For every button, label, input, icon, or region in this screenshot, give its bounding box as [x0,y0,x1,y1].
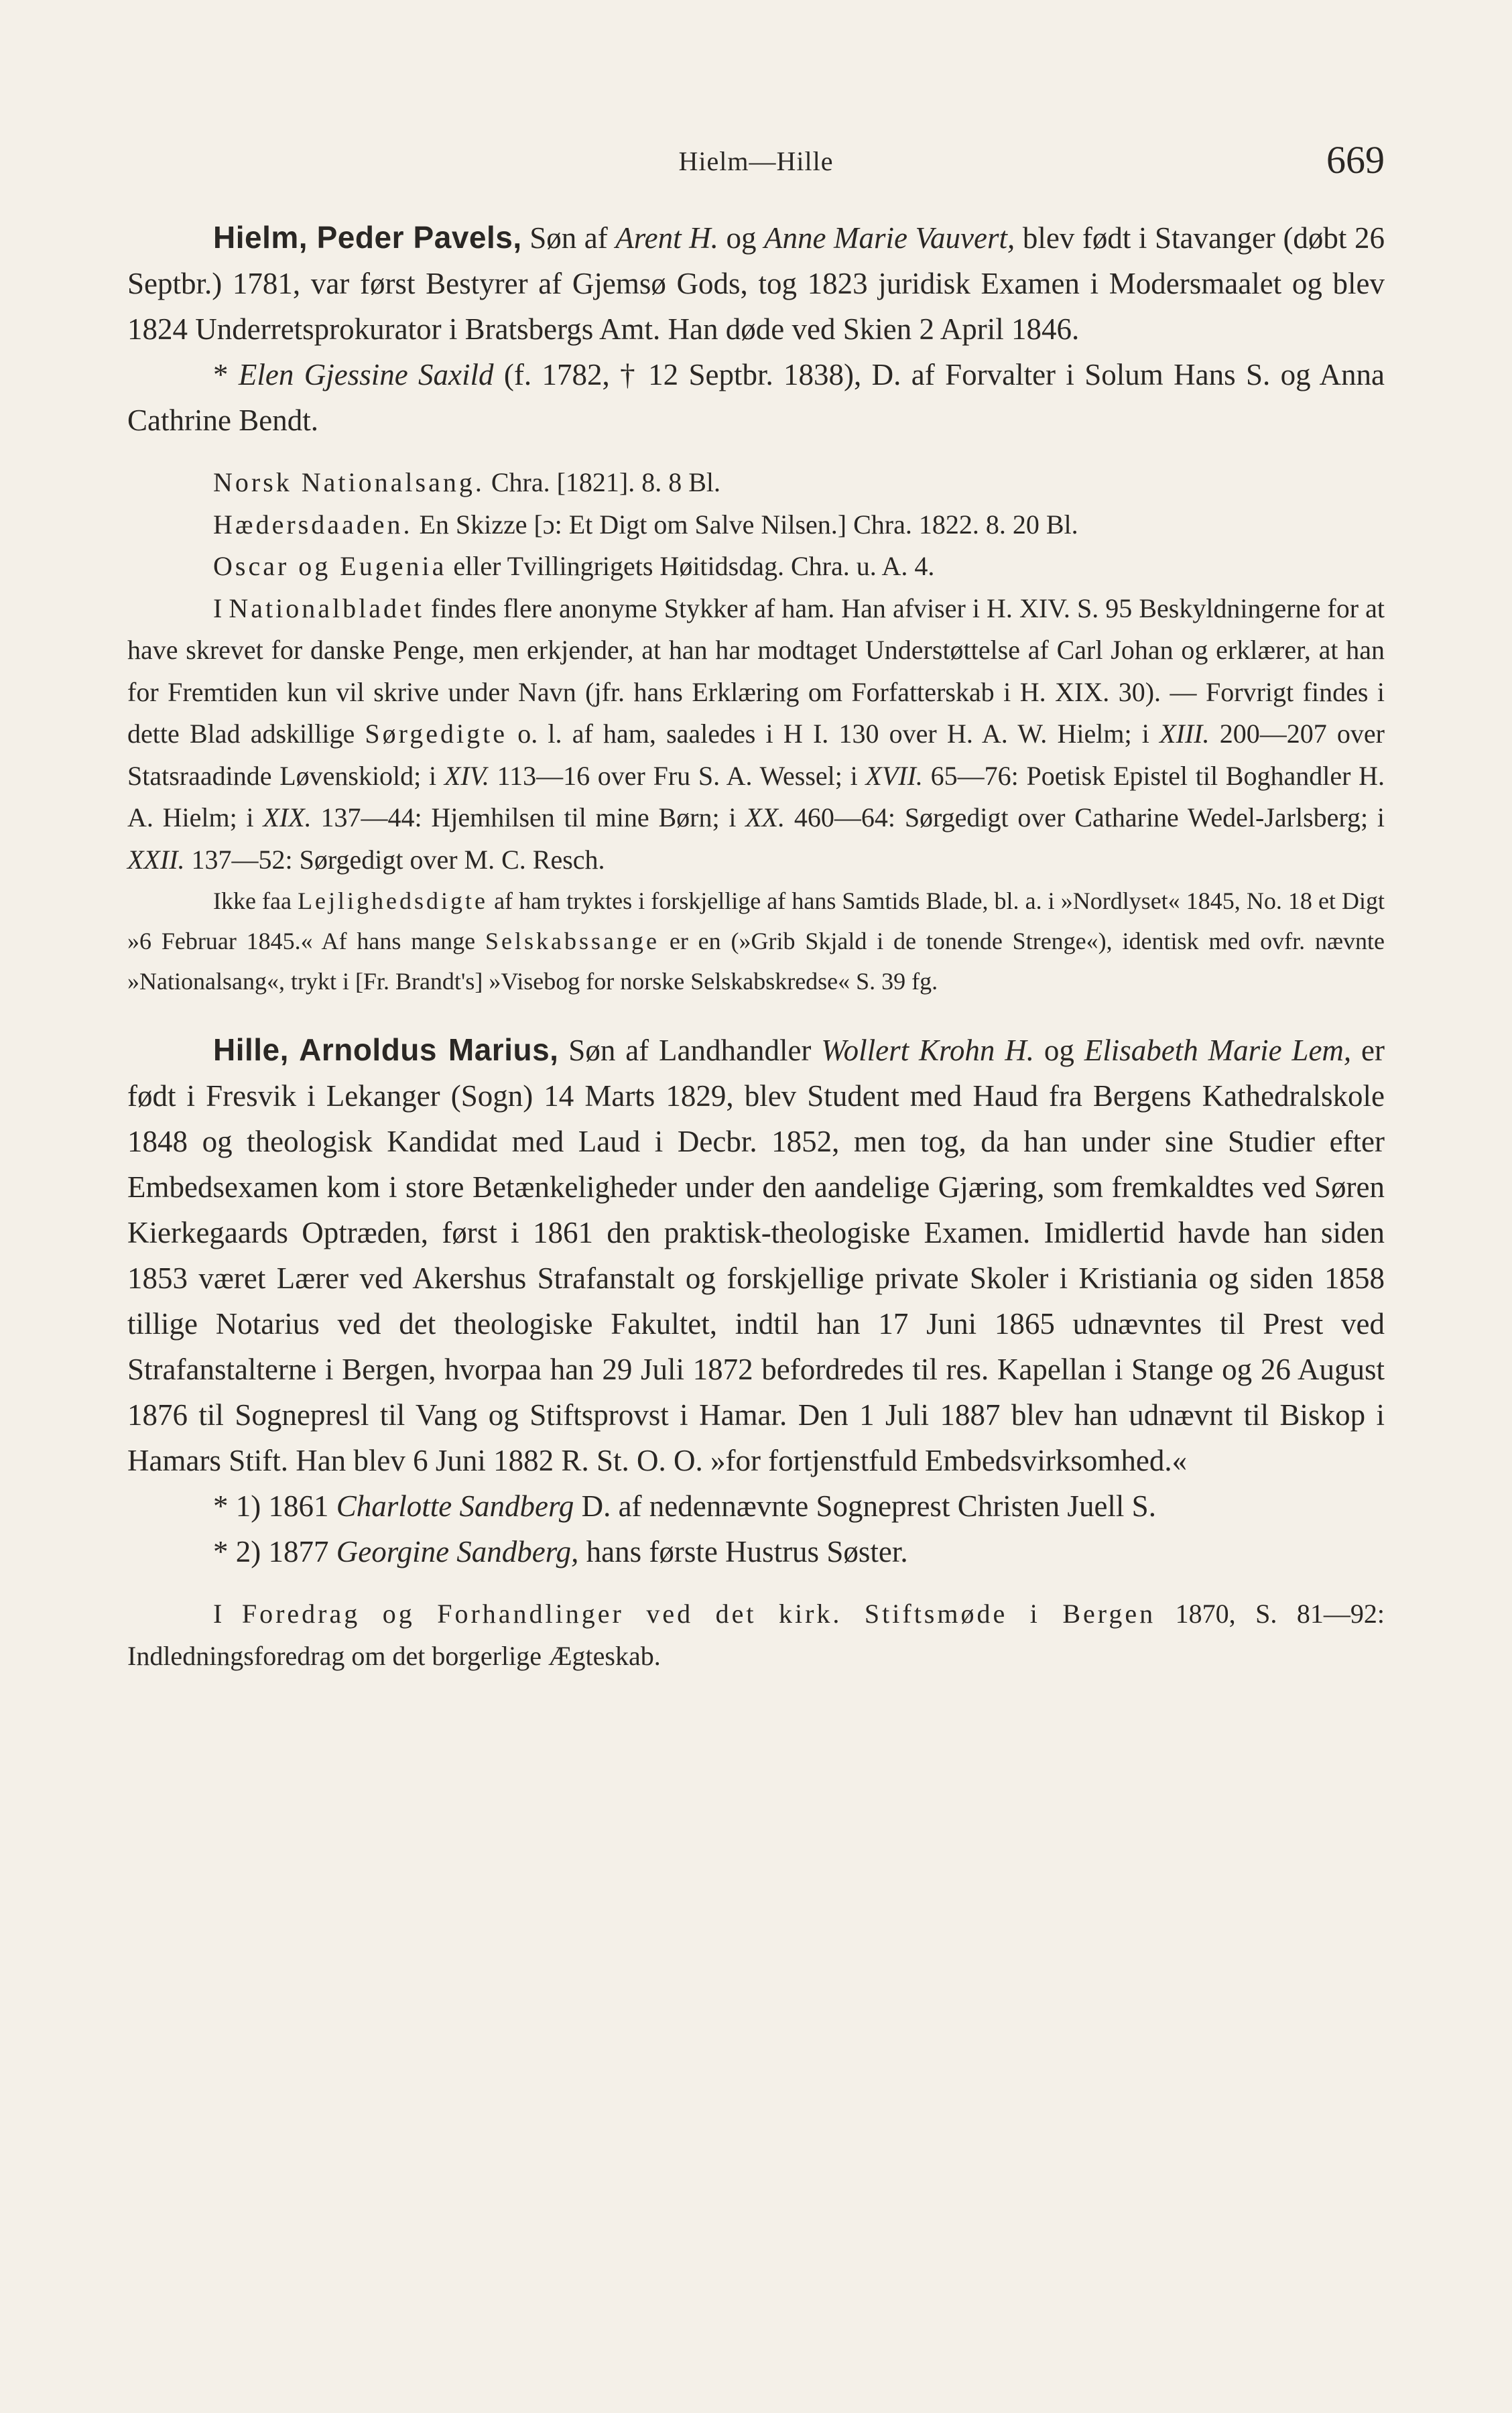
text-run: * 1) 1861 [213,1489,336,1523]
text-run: 65—76: Poetisk Epistel til Boghandler H. A. Hielm; i [127,760,1385,832]
text-run: 113—16 over Fru S. A. Wessel; i [489,760,866,791]
work-title: Norsk Nationalsang. [213,467,485,497]
spouse-name: Elen Gjessine Saxild [238,358,494,391]
mother-name: Elisabeth Marie Lem, [1084,1034,1352,1067]
text-run: 1870, S. 81—92: Indledningsforedrag om det borgerlige Ægteskab. [127,1599,1385,1671]
text-run: Søn af [521,221,616,255]
page-header [127,137,1385,184]
text-run: er født i Fresvik i Lekanger (Sogn) 14 Marts 1829, blev Student med Haud fra Bergens Kathedralskole 1848 og theologisk Kandidat med Laud i Decbr. 1852, men tog, da han under sine Studier efter Embedsexamen kom i store Betænkeligheder under den aandelige Gjæring, som fremkaldtes ved Søren Kierkegaards Optræden, først i 1861 den praktisk-theologiske Examen. Imidlertid havde han siden 1853 været Lærer ved Akershus Strafanstalt og forskjellige private Skoler i Kristiania og siden 1858 tillige Notarius ved det theologiske Fakultet, indtil han 17 Juni 1865 udnævntes til Prest ved Strafanstalterne i Bergen, hvorpaa han 29 Juli 1872 befordredes til res. Kapellan i Stange og 26 August 1876 til Sognepresl til Vang og Stiftsprovst i Hamar. Den 1 Juli 1887 blev han udnævnt til Biskop i Hamars Stift. Han blev 6 Juni 1882 R. St. O. O. »for fortjenstfuld Embedsvirksomhed.« [127,1034,1385,1477]
running-head: Hielm—Hille [678,146,834,176]
text-run: blev født i Stavanger (døbt 26 Septbr.) 1781, var først Bestyrer af Gjemsø Gods, tog 1823 juridisk Examen i Modersmaalet og blev 1824 Underretsprokurator i Bratsbergs Amt. Han døde ved Skien 2 April 1846. [127,221,1385,346]
text-run: 200—207 over Statsraadinde Løvenskiold; i [127,719,1385,791]
text-run: eller Tvillingrigets Høitidsdag. Chra. u. A. 4. [446,551,935,581]
work-title: Oscar og Eugenia [213,551,447,581]
page-content [127,214,1385,1677]
text-run: * 2) 1877 [213,1535,336,1568]
hille-marriage-1 [127,1483,1385,1529]
mother-name: Anne Marie Vauvert, [764,221,1015,255]
text-run: I [213,593,229,623]
biblio-item [127,546,1385,588]
text-run: af ham tryktes i forskjellige af hans Samtids Blade, bl. a. i »Nordlyset« 1845, No. 18 et Digt »6 Februar 1845.« Af hans mange [127,887,1385,954]
spouse-name: Georgine Sandberg, [336,1535,579,1568]
hille-bibliography [127,1593,1385,1677]
spaced-term: Selskabssange [485,928,659,954]
work-title: Foredrag og Forhandlinger ved det kirk. Stiftsmøde i Bergen [241,1599,1156,1629]
text-run: hans første Hustrus Søster. [578,1535,908,1568]
text-run: D. af nedennævnte Sogneprest Christen Juell S. [574,1489,1156,1523]
father-name: Arent H. [615,221,718,255]
text-run: Ikke faa [213,887,298,914]
biblio-note [127,881,1385,1001]
text-run: 137—44: Hjemhilsen til mine Børn; i [311,802,746,832]
text-run: findes flere anonyme Stykker af ham. Han afviser i H. XIV. S. 95 Beskyldningerne for at have skrevet for danske Penge, men erkjender, at han har modtaget Understøttelse af Carl Johan og erklærer, at han for Fremtiden kun vil skrive under Navn (jfr. hans Erklæring om Forfatterskab i H. XIX. 30). — Forvrigt findes i dette Blad adskillige [127,593,1385,749]
text-run: er en (»Grib Skjald i de tonende Strenge«), identisk med ovfr. nævnte »Nationalsang«, trykt i [Fr. Brandt's] »Visebog for norske Selskabskredse« S. 39 fg. [127,928,1385,995]
text-run: I [213,1599,242,1629]
volume-ref: XX. [745,802,785,832]
page-number: 669 [1326,138,1385,182]
biblio-item [127,462,1385,504]
spouse-name: Charlotte Sandberg [336,1489,574,1523]
text-run: o. l. af ham, saaledes i H I. 130 over H. A. W. Hielm; i [507,719,1160,749]
volume-ref: XIII. [1159,719,1210,749]
entry-gap [127,1001,1385,1027]
hielm-entry [127,214,1385,352]
hille-headword: Hille, Arnoldus Marius, [213,1032,559,1067]
text-run: og [1033,1034,1084,1067]
biblio-item [127,588,1385,881]
hille-marriage-2 [127,1529,1385,1574]
hielm-bibliography [127,462,1385,1001]
volume-ref: XIV. [444,760,489,791]
volume-ref: XVII. [865,760,923,791]
spaced-term: Lejlighedsdigte [298,887,489,914]
text-run: (f. 1782, † 12 Septbr. 1838), D. af Forvalter i Solum Hans S. og Anna Cathrine Bendt. [127,358,1385,437]
volume-ref: XXII. [127,844,185,875]
work-title: Hædersdaaden. [213,509,413,540]
text-run: Søn af Landhandler [558,1034,822,1067]
spaced-term: Sørgedigte [365,719,507,749]
biblio-item [127,504,1385,546]
text-run: 137—52: Sørgedigt over M. C. Resch. [184,844,605,875]
hielm-headword: Hielm, Peder Pavels, [213,220,522,255]
father-name: Wollert Krohn H. [821,1034,1034,1067]
text-run: Chra. [1821]. 8. 8 Bl. [484,467,721,497]
marriage-mark: * [213,358,239,391]
text-run: og [718,221,765,255]
work-title: Nationalbladet [229,593,424,623]
biblio-item [127,1593,1385,1677]
text-run: En Skizze [ɔ: Et Digt om Salve Nilsen.] Chra. 1822. 8. 20 Bl. [412,509,1078,540]
hille-entry [127,1027,1385,1483]
text-run: 460—64: Sørgedigt over Catharine Wedel-Jarlsberg; i [785,802,1385,832]
volume-ref: XIX. [263,802,312,832]
hielm-marriage [127,352,1385,443]
